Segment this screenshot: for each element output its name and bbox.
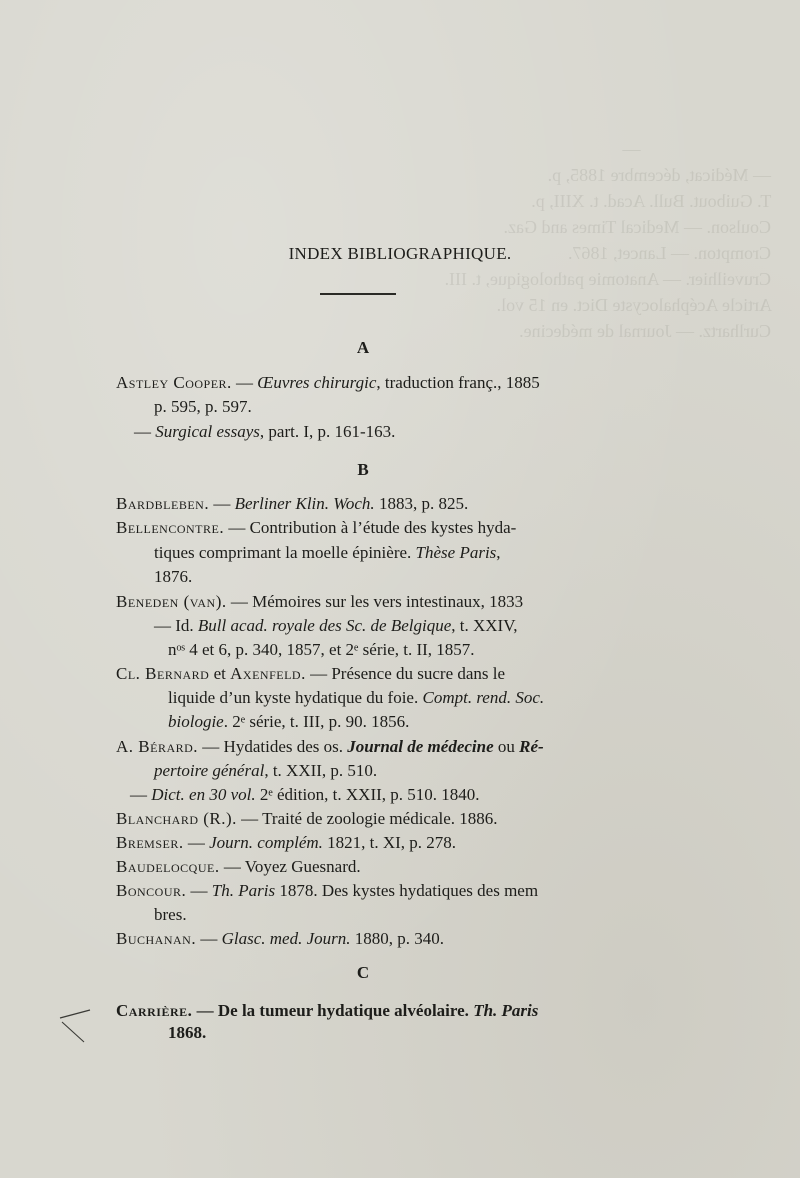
entry-text: et xyxy=(209,664,231,683)
work-title: Berliner Klin. Woch. xyxy=(234,494,375,513)
work-title: Th. Paris xyxy=(211,881,276,900)
entry-bellencontre-line3: 1876. xyxy=(154,567,193,586)
dash: — xyxy=(209,494,235,513)
entry-carriere xyxy=(116,1000,538,1022)
entry-carriere-line2: 1868. xyxy=(168,1023,207,1042)
author-name: Cl. Bernard xyxy=(116,664,210,683)
entry-beneden xyxy=(116,591,523,613)
entry-text: 1821, t. XI, p. 278. xyxy=(322,833,457,852)
author-name: Bellencontre. xyxy=(116,518,225,537)
author-name: Astley Cooper. xyxy=(116,373,232,392)
dash: — xyxy=(186,881,212,900)
entry-text: , t. XXIV, xyxy=(451,616,518,635)
work-title: Th. Paris xyxy=(473,1001,539,1020)
entry-text: 1883, p. 825. xyxy=(374,494,469,513)
section-letter-c: C xyxy=(356,963,370,982)
entry-bardbleben xyxy=(116,493,468,515)
entry-berard xyxy=(116,736,544,758)
entry-bernard-line2 xyxy=(168,687,544,709)
work-title: Œuvres chirurgic xyxy=(257,373,377,392)
entry-text: , traduction franç., 1885 xyxy=(376,373,540,392)
work-title: Glasc. med. Journ. xyxy=(221,929,351,948)
entry-text: 2ᵉ édition, t. XXII, p. 510. 1840. xyxy=(255,785,480,804)
author-name: Bremser. xyxy=(116,833,184,852)
entry-text: — Id. xyxy=(154,616,198,635)
work-title: Thèse Paris xyxy=(415,543,497,562)
entry-boncour xyxy=(116,880,538,902)
section-letter-a: A xyxy=(356,338,370,357)
work-title: Bull acad. royale des Sc. de Belgique xyxy=(197,616,452,635)
entry-text: — Contribution à l’étude des kystes hyda- xyxy=(224,518,517,537)
work-title: biologie xyxy=(168,712,224,731)
work-title: Compt. rend. Soc. xyxy=(422,688,545,707)
work-title: Journal de médecine xyxy=(347,737,494,756)
work-title: Ré- xyxy=(519,737,544,756)
entry-berard-line2 xyxy=(154,760,377,782)
entry-text: tiques comprimant la moelle épinière. xyxy=(154,543,416,562)
entry-text: — Traité de zoologie médicale. 1886. xyxy=(236,809,498,828)
author-name: Buchanan. xyxy=(116,929,197,948)
entry-text: — Hydatides des os. xyxy=(198,737,348,756)
entry-text: , t. XXII, p. 510. xyxy=(264,761,378,780)
entry-text: — Voyez Guesnard. xyxy=(219,857,361,876)
pencil-margin-mark-icon xyxy=(58,980,92,1050)
author-name: Bardbleben. xyxy=(116,494,210,513)
dash: — xyxy=(196,929,222,948)
dash: — xyxy=(130,785,152,804)
entry-text: , xyxy=(496,543,501,562)
work-title: Surgical essays xyxy=(155,422,260,441)
author-name: A. Bérard. xyxy=(116,737,199,756)
page-title: INDEX BIBLIOGRAPHIQUE. xyxy=(288,244,512,263)
author-name: Beneden (van). xyxy=(116,592,227,611)
entry-text: 1880, p. 340. xyxy=(350,929,444,948)
dash: — xyxy=(231,373,258,392)
entry-beneden-line2 xyxy=(154,615,518,637)
entry-text: , part. I, p. 161-163. xyxy=(259,422,396,441)
work-title: Dict. en 30 vol. xyxy=(151,785,256,804)
entry-buchanan xyxy=(116,928,444,950)
entry-blanchard xyxy=(116,808,498,830)
entry-bernard xyxy=(116,663,505,685)
title-rule xyxy=(320,293,396,295)
entry-bremser xyxy=(116,832,456,854)
entry-astley-cooper xyxy=(116,372,540,394)
author-name: Blanchard (R.). xyxy=(116,809,237,828)
entry-boncour-line2: bres. xyxy=(154,905,187,924)
author-name: Axenfeld. xyxy=(230,664,306,683)
work-title: Journ. complém. xyxy=(209,833,323,852)
entry-text: — Mémoires sur les vers intestinaux, 1833 xyxy=(226,592,524,611)
entry-beneden-line3: nᵒˢ 4 et 6, p. 340, 1857, et 2ᵉ série, t. II, 1857. xyxy=(168,640,475,659)
entry-text: liquide d’un kyste hydatique du foie. xyxy=(168,688,423,707)
entry-bellencontre xyxy=(116,517,516,539)
section-letter-b: B xyxy=(357,460,369,479)
entry-text: — De la tumeur hydatique alvéolaire. xyxy=(192,1001,474,1020)
entry-text: . 2ᵉ série, t. III, p. 90. 1856. xyxy=(223,712,410,731)
dash: — xyxy=(183,833,210,852)
entry-text: 1878. Des kystes hydatiques des mem xyxy=(275,881,539,900)
work-title: pertoire général xyxy=(154,761,265,780)
dash: — xyxy=(134,422,156,441)
entry-bernard-line3 xyxy=(168,711,409,733)
bleed-through-text: — — Médicat, décembre 1885, p. T. Guibout. Bull. Acad. t. XIII, p. Coulson. — Medical Times and Gaz. Crompton. — Lancet, 1867. Cruveilhier. — Anatomie pathologique, t. III. Article Acéphalocyste Dict. en 15 vol. Curlhartz. — Journal de médecine. xyxy=(444,139,772,341)
entry-text: ou xyxy=(493,737,520,756)
author-name: Boncour. xyxy=(116,881,187,900)
author-name: Baudelocque. xyxy=(116,857,220,876)
entry-baudelocque xyxy=(116,856,361,878)
entry-bellencontre-line2 xyxy=(154,542,501,564)
entry-astley-cooper-line2: p. 595, p. 597. xyxy=(154,397,252,416)
author-name: Carrière. xyxy=(116,1001,193,1020)
entry-text: — Présence du sucre dans le xyxy=(305,664,506,683)
entry-berard-2 xyxy=(130,784,480,806)
entry-astley-cooper-2 xyxy=(134,421,395,443)
